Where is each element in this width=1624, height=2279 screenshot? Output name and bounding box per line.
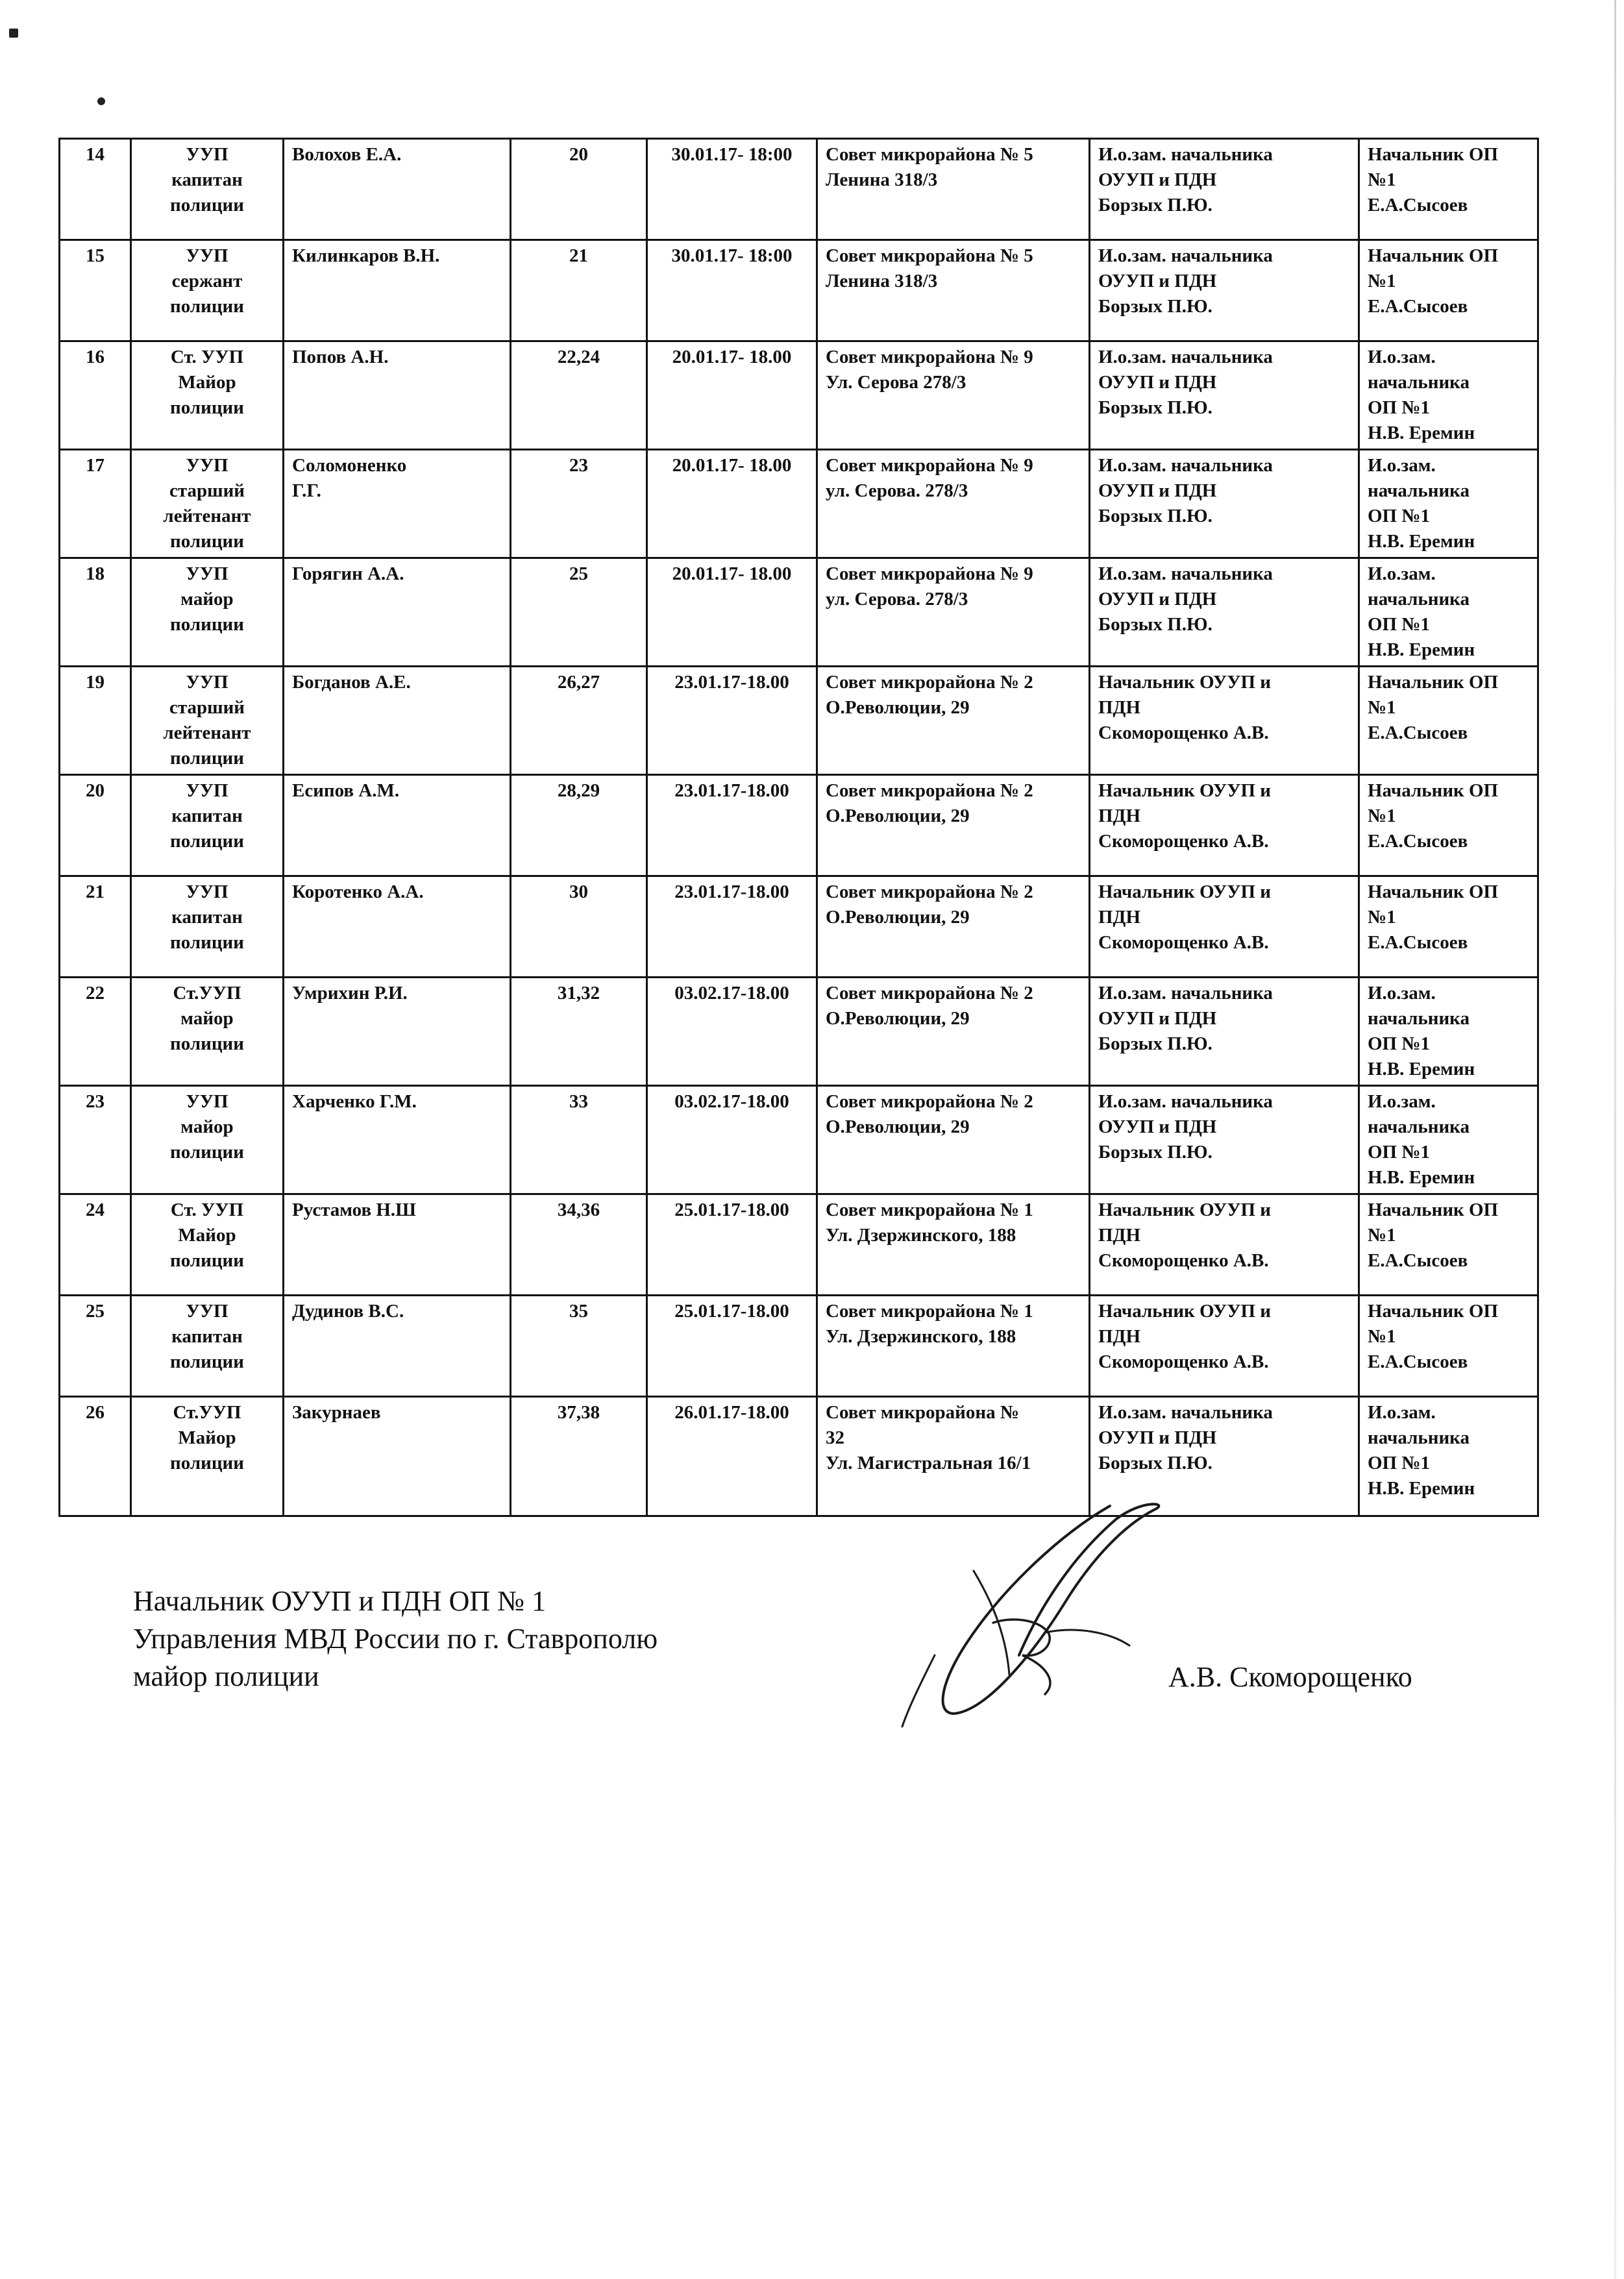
approving-chief: И.о.зам. начальника ОП №1 Н.В. Еремин: [1359, 1397, 1538, 1516]
row-number: 26: [60, 1397, 131, 1516]
rank-line: УУП: [186, 672, 228, 693]
meeting-place: Совет микрорайона № 2 О.Революции, 29: [817, 1086, 1090, 1194]
rank-line: полиции: [170, 614, 244, 635]
rank-line: УУП: [186, 780, 228, 801]
rank-line: полиции: [170, 1142, 244, 1163]
table-row: [60, 341, 1538, 450]
plot-number: 23: [511, 450, 647, 558]
meeting-place: Совет микрорайона № 1 Ул. Дзержинского, 188: [817, 1296, 1090, 1397]
rank-line: майор: [180, 589, 234, 610]
table-row: [60, 1397, 1538, 1516]
plot-number: 33: [511, 1086, 647, 1194]
officer-name: Коротенко А.А.: [284, 876, 511, 978]
officer-rank: [131, 1086, 284, 1194]
rank-line: полиции: [170, 831, 244, 852]
plot-number: 34,36: [511, 1194, 647, 1296]
officer-name: Дудинов В.С.: [284, 1296, 511, 1397]
handwritten-signature: [896, 1493, 1188, 1733]
rank-line: полиции: [170, 531, 244, 552]
row-number: 22: [60, 978, 131, 1086]
rank-line: полиции: [170, 748, 244, 769]
rank-line: полиции: [170, 1250, 244, 1271]
table-row: [60, 139, 1538, 240]
scan-edge: [1614, 0, 1616, 2279]
meeting-datetime: 20.01.17- 18.00: [647, 450, 817, 558]
responsible-person: Начальник ОУУП и ПДН Скоморощенко А.В.: [1090, 1194, 1359, 1296]
meeting-datetime: 23.01.17-18.00: [647, 667, 817, 775]
rank-line: Майор: [178, 1427, 236, 1448]
meeting-datetime: 03.02.17-18.00: [647, 1086, 817, 1194]
meeting-place: Совет микрорайона № 9 ул. Серова. 278/3: [817, 558, 1090, 667]
approving-chief: И.о.зам. начальника ОП №1 Н.В. Еремин: [1359, 978, 1538, 1086]
rank-line: Ст. УУП: [170, 347, 244, 367]
officer-rank: [131, 775, 284, 876]
rank-line: сержант: [171, 271, 243, 291]
row-number: 15: [60, 240, 131, 341]
officer-rank: [131, 139, 284, 240]
scan-mark: [9, 29, 18, 38]
rank-line: УУП: [186, 563, 228, 584]
table-row: [60, 558, 1538, 667]
rank-line: полиции: [170, 1351, 244, 1372]
plot-number: 30: [511, 876, 647, 978]
officer-name: Харченко Г.М.: [284, 1086, 511, 1194]
plot-number: 31,32: [511, 978, 647, 1086]
plot-number: 35: [511, 1296, 647, 1397]
responsible-person: И.о.зам. начальника ОУУП и ПДН Борзых П.Ю.: [1090, 341, 1359, 450]
officer-rank: [131, 341, 284, 450]
rank-line: УУП: [186, 455, 228, 476]
rank-line: Майор: [178, 372, 236, 393]
meeting-place: Совет микрорайона № 2 О.Революции, 29: [817, 667, 1090, 775]
rank-line: полиции: [170, 195, 244, 216]
meeting-datetime: 30.01.17- 18:00: [647, 240, 817, 341]
table-row: [60, 1296, 1538, 1397]
rank-line: капитан: [171, 169, 243, 190]
meeting-place: Совет микрорайона № 5 Ленина 318/3: [817, 139, 1090, 240]
meeting-place: Совет микрорайона № 1 Ул. Дзержинского, 188: [817, 1194, 1090, 1296]
responsible-person: Начальник ОУУП и ПДН Скоморощенко А.В.: [1090, 667, 1359, 775]
table-row: [60, 775, 1538, 876]
table-row: [60, 1194, 1538, 1296]
row-number: 25: [60, 1296, 131, 1397]
officer-rank: [131, 978, 284, 1086]
approving-chief: И.о.зам. начальника ОП №1 Н.В. Еремин: [1359, 1086, 1538, 1194]
responsible-person: И.о.зам. начальника ОУУП и ПДН Борзых П.Ю.: [1090, 978, 1359, 1086]
officer-rank: [131, 450, 284, 558]
rank-line: Майор: [178, 1225, 236, 1246]
officer-name: Рустамов Н.Ш: [284, 1194, 511, 1296]
meeting-datetime: 23.01.17-18.00: [647, 876, 817, 978]
plot-number: 21: [511, 240, 647, 341]
responsible-person: И.о.зам. начальника ОУУП и ПДН Борзых П.Ю.: [1090, 240, 1359, 341]
plot-number: 26,27: [511, 667, 647, 775]
schedule-table: [58, 138, 1539, 1517]
officer-rank: [131, 1397, 284, 1516]
officer-rank: [131, 558, 284, 667]
responsible-person: И.о.зам. начальника ОУУП и ПДН Борзых П.Ю.: [1090, 139, 1359, 240]
plot-number: 25: [511, 558, 647, 667]
meeting-datetime: 26.01.17-18.00: [647, 1397, 817, 1516]
approving-chief: Начальник ОП №1 Е.А.Сысоев: [1359, 139, 1538, 240]
officer-rank: [131, 1194, 284, 1296]
rank-line: капитан: [171, 907, 243, 928]
row-number: 17: [60, 450, 131, 558]
rank-line: капитан: [171, 1326, 243, 1347]
table-row: [60, 978, 1538, 1086]
meeting-datetime: 25.01.17-18.00: [647, 1194, 817, 1296]
officer-name: Попов А.Н.: [284, 341, 511, 450]
signature-block: [133, 1583, 658, 1695]
meeting-place: Совет микрорайона № 9 ул. Серова. 278/3: [817, 450, 1090, 558]
rank-line: УУП: [186, 1301, 228, 1322]
rank-line: УУП: [186, 881, 228, 902]
approving-chief: И.о.зам. начальника ОП №1 Н.В. Еремин: [1359, 558, 1538, 667]
rank-line: УУП: [186, 1091, 228, 1112]
approving-chief: Начальник ОП №1 Е.А.Сысоев: [1359, 1296, 1538, 1397]
rank-line: полиции: [170, 1033, 244, 1054]
responsible-person: Начальник ОУУП и ПДН Скоморощенко А.В.: [1090, 1296, 1359, 1397]
officer-rank: [131, 240, 284, 341]
officer-rank: [131, 1296, 284, 1397]
rank-line: полиции: [170, 932, 244, 953]
approving-chief: Начальник ОП №1 Е.А.Сысоев: [1359, 775, 1538, 876]
responsible-person: И.о.зам. начальника ОУУП и ПДН Борзых П.Ю.: [1090, 1397, 1359, 1516]
rank-line: Ст.УУП: [173, 1402, 241, 1423]
meeting-place: Совет микрорайона № 2 О.Революции, 29: [817, 775, 1090, 876]
plot-number: 28,29: [511, 775, 647, 876]
rank-line: старший: [169, 697, 245, 718]
rank-line: Ст. УУП: [170, 1200, 244, 1220]
officer-name: Соломоненко Г.Г.: [284, 450, 511, 558]
meeting-place: Совет микрорайона № 5 Ленина 318/3: [817, 240, 1090, 341]
row-number: 16: [60, 341, 131, 450]
table-row: [60, 450, 1538, 558]
meeting-datetime: 25.01.17-18.00: [647, 1296, 817, 1397]
responsible-person: И.о.зам. начальника ОУУП и ПДН Борзых П.Ю.: [1090, 558, 1359, 667]
responsible-person: Начальник ОУУП и ПДН Скоморощенко А.В.: [1090, 775, 1359, 876]
row-number: 19: [60, 667, 131, 775]
footer-rank-line: майор полиции: [133, 1660, 319, 1692]
signer-name: А.В. Скоморощенко: [1168, 1661, 1412, 1693]
rank-line: Ст.УУП: [173, 983, 241, 1004]
row-number: 24: [60, 1194, 131, 1296]
meeting-datetime: 03.02.17-18.00: [647, 978, 817, 1086]
meeting-datetime: 23.01.17-18.00: [647, 775, 817, 876]
plot-number: 37,38: [511, 1397, 647, 1516]
table-row: [60, 667, 1538, 775]
meeting-place: Совет микрорайона № 2 О.Революции, 29: [817, 876, 1090, 978]
approving-chief: Начальник ОП №1 Е.А.Сысоев: [1359, 1194, 1538, 1296]
rank-line: лейтенант: [163, 722, 251, 743]
officer-name: Волохов Е.А.: [284, 139, 511, 240]
rank-line: майор: [180, 1008, 234, 1029]
meeting-datetime: 20.01.17- 18.00: [647, 341, 817, 450]
responsible-person: И.о.зам. начальника ОУУП и ПДН Борзых П.Ю.: [1090, 1086, 1359, 1194]
table-row: [60, 876, 1538, 978]
row-number: 14: [60, 139, 131, 240]
row-number: 20: [60, 775, 131, 876]
rank-line: УУП: [186, 144, 228, 165]
officer-name: Богданов А.Е.: [284, 667, 511, 775]
footer-title-line: Начальник ОУУП и ПДН ОП № 1: [133, 1585, 547, 1617]
row-number: 23: [60, 1086, 131, 1194]
scan-dot: [97, 97, 105, 105]
rank-line: старший: [169, 480, 245, 501]
approving-chief: И.о.зам. начальника ОП №1 Н.В. Еремин: [1359, 341, 1538, 450]
row-number: 21: [60, 876, 131, 978]
responsible-person: И.о.зам. начальника ОУУП и ПДН Борзых П.Ю.: [1090, 450, 1359, 558]
plot-number: 22,24: [511, 341, 647, 450]
officer-rank: [131, 667, 284, 775]
officer-name: Умрихин Р.И.: [284, 978, 511, 1086]
officer-name: Есипов А.М.: [284, 775, 511, 876]
meeting-place: Совет микрорайона № 9 Ул. Серова 278/3: [817, 341, 1090, 450]
row-number: 18: [60, 558, 131, 667]
plot-number: 20: [511, 139, 647, 240]
rank-line: майор: [180, 1116, 234, 1137]
footer-department-line: Управления МВД России по г. Ставрополю: [133, 1623, 658, 1655]
approving-chief: Начальник ОП №1 Е.А.Сысоев: [1359, 876, 1538, 978]
table-body: [60, 139, 1538, 1516]
rank-line: полиции: [170, 296, 244, 317]
approving-chief: Начальник ОП №1 Е.А.Сысоев: [1359, 667, 1538, 775]
rank-line: полиции: [170, 397, 244, 418]
rank-line: лейтенант: [163, 506, 251, 526]
responsible-person: Начальник ОУУП и ПДН Скоморощенко А.В.: [1090, 876, 1359, 978]
meeting-place: Совет микрорайона № 2 О.Революции, 29: [817, 978, 1090, 1086]
officer-name: Закурнаев: [284, 1397, 511, 1516]
approving-chief: И.о.зам. начальника ОП №1 Н.В. Еремин: [1359, 450, 1538, 558]
officer-rank: [131, 876, 284, 978]
rank-line: капитан: [171, 806, 243, 826]
rank-line: полиции: [170, 1453, 244, 1473]
officer-name: Килинкаров В.Н.: [284, 240, 511, 341]
table-row: [60, 240, 1538, 341]
officer-name: Горягин А.А.: [284, 558, 511, 667]
meeting-place: Совет микрорайона № 32 Ул. Магистральная 16/1: [817, 1397, 1090, 1516]
table-row: [60, 1086, 1538, 1194]
approving-chief: Начальник ОП №1 Е.А.Сысоев: [1359, 240, 1538, 341]
rank-line: УУП: [186, 245, 228, 266]
meeting-datetime: 30.01.17- 18:00: [647, 139, 817, 240]
meeting-datetime: 20.01.17- 18.00: [647, 558, 817, 667]
